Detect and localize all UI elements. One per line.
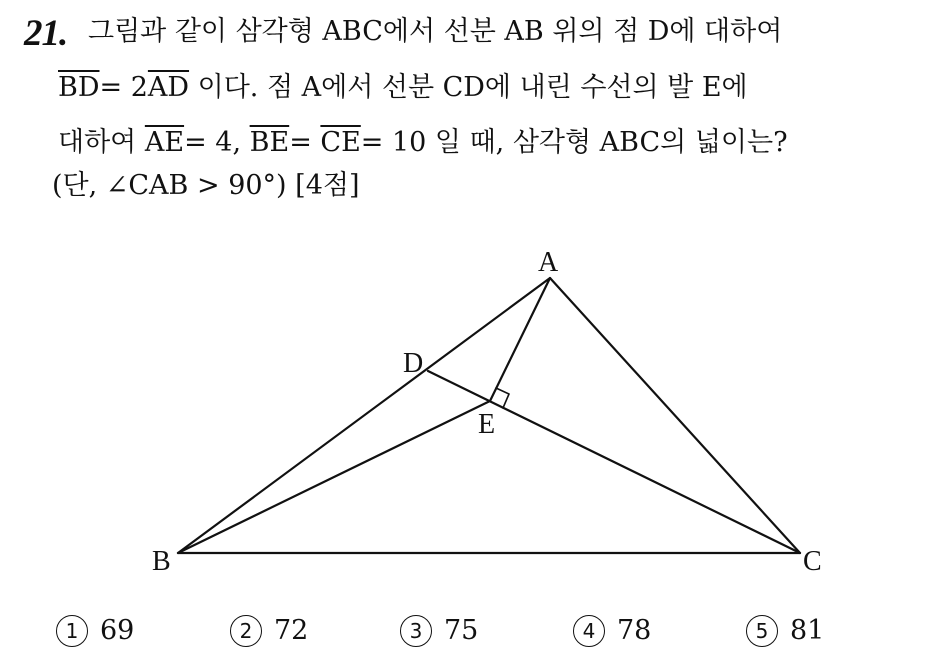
equals-text: = 2	[99, 72, 148, 103]
choice-2[interactable]	[230, 614, 308, 647]
segment-ae-line	[490, 278, 550, 401]
choice-1[interactable]	[56, 614, 134, 647]
segment-ad: $\overline{AD}$	[147, 72, 190, 103]
choice-4-mark: 4	[573, 615, 605, 647]
choice-1-mark: 1	[56, 615, 88, 647]
line-3-rest: = 10 일 때, 삼각형 ABC의 넓이는?	[360, 127, 788, 158]
equals-text: = 4,	[184, 127, 250, 158]
segment-be: $\overline{BE}$	[249, 127, 290, 158]
choice-5-value: 81	[790, 615, 825, 646]
label-b: B	[152, 546, 171, 577]
choice-3-value: 75	[444, 615, 479, 646]
segment-cd	[428, 371, 800, 553]
choice-4[interactable]	[573, 614, 651, 647]
label-d: D	[403, 348, 424, 379]
segment-ae: $\overline{AE}$	[144, 127, 185, 158]
problem-line-1: 그림과 같이 삼각형 ABC에서 선분 AB 위의 점 D에 대하여	[88, 16, 783, 47]
choice-2-value: 72	[274, 615, 309, 646]
label-e: E	[478, 409, 496, 440]
line-3-prefix: 대하여	[58, 127, 145, 158]
segment-be-line	[178, 401, 490, 553]
answer-choices	[0, 614, 939, 654]
choice-3-mark: 3	[400, 615, 432, 647]
label-a: A	[538, 247, 559, 278]
line-2-rest: 이다. 점 A에서 선분 CD에 내린 수선의 발 E에	[189, 72, 748, 103]
problem-line-4: (단, ∠CAB > 90°) [4점]	[52, 170, 360, 201]
choice-5[interactable]	[746, 614, 824, 647]
choice-1-value: 69	[100, 615, 135, 646]
choice-4-value: 78	[617, 615, 652, 646]
label-c: C	[803, 546, 822, 577]
equals-text: =	[289, 127, 321, 158]
choice-5-mark: 5	[746, 615, 778, 647]
choice-3[interactable]	[400, 614, 478, 647]
choice-2-mark: 2	[230, 615, 262, 647]
segment-bd: $\overline{BD}$	[58, 72, 100, 103]
problem-number: 21.	[24, 13, 68, 54]
segment-ce: $\overline{CE}$	[320, 127, 361, 158]
